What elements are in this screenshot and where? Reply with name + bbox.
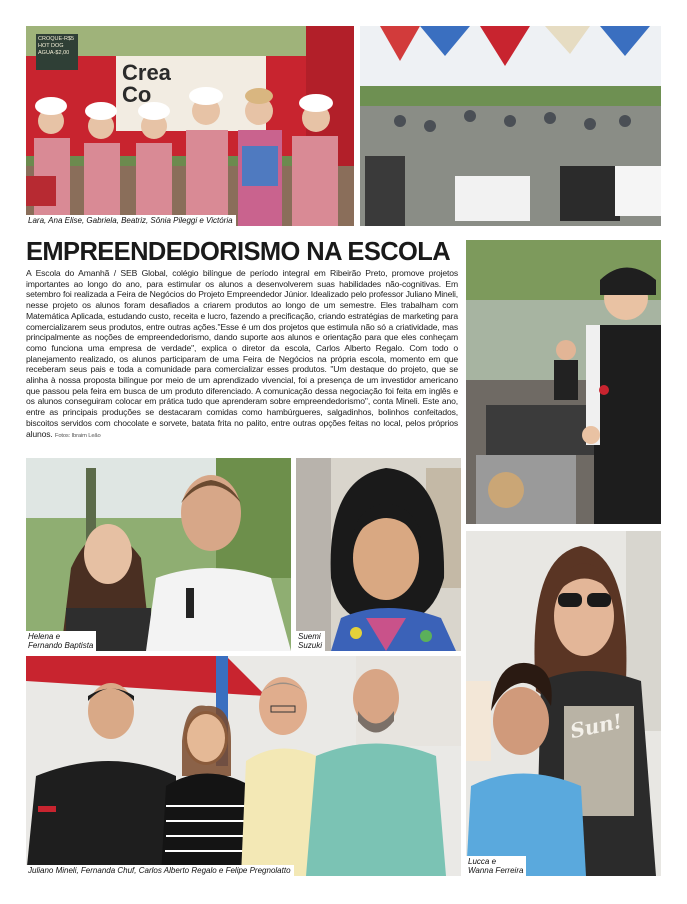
article-headline: EMPREENDEDORISMO NA ESCOLA (26, 238, 451, 266)
photo-group-four (26, 656, 461, 876)
article-body-text: A Escola do Amanhã / SEB Global, colégio bilíngue de período integral em Ribeirão Preto, promove projetos importantes ao longo do ano, para estimular os alunos a desenvolverem suas habilidades não-cognitivas. Em setembro foi realizada a Feira de Negócios do Projeto Empreendedor Júnior. Idealizado pelo professor Juliano Mineli, nesse projeto os alunos foram desafiados a criarem produtos ao longo de um semestre. Eles trabalham com Matemática Aplicada, estudando custo, receita e lucro, fazendo a precificação, criando estratégias de marketing para comercializarem seus produtos, entre outras ações."Esse é um dos projetos que estimula não só a criatividade, mas principalmente as noções de empreendedorismo, dando suporte aos alunos e orientação para que eles conheçam como funciona uma empresa de verdade", explica o diretor da escola, Carlos Alberto Regalo. Com todo o planejamento realizado, os alunos participaram de uma Feira de Negócios na própria escola, momento em que receberam seus pais e toda a comunidade para comercializar esses produtos. "Um destaque do projeto, que se alinha à nossa proposta bilíngue por meio de um aprendizado vivencial, foi a presença de um investidor americano que passou pela feira em busca de um produto diferenciado. A comunicação dessa negociação foi feita em inglês e os alunos conseguiram colocar em prática tudo que aprenderam sobre empreendedorismo", conta Mineli. Este ano, entre as principais produções se destacaram comidas como hambúrgueres, salgadinhos, bolinhos confeitados, biscoitos servidos com chocolate e sorvete, batata frita no palito, entre outras opções feitas no local, pelos próprios alunos. (26, 268, 458, 439)
photo-helena-fernando (26, 458, 291, 651)
menu-board-text: CROQUE-R$5 HOT DOG AGUA-$2,00 (38, 36, 75, 56)
photo-credit: Fotos: Ibraim Leão (54, 432, 101, 439)
photo-suemi (296, 458, 461, 651)
photo-student-cooking (466, 240, 661, 524)
photo-caption: Helena e Fernando Baptista (26, 631, 96, 651)
photo-students-stand (26, 26, 354, 226)
photo-caption: Lara, Ana Elise, Gabriela, Beatriz, Sônia Pileggi e Victória (26, 215, 236, 226)
photo-caption: Suemi Suzuki (296, 631, 325, 651)
sign-text: Crea Co (122, 60, 171, 107)
photo-fair-crowd (360, 26, 661, 226)
article-body (26, 268, 458, 441)
photo-lucca-wanna (466, 531, 661, 876)
photo-caption: Juliano Mineli, Fernanda Chuf, Carlos Alberto Regalo e Felipe Pregnolatto (26, 865, 294, 876)
photo-caption: Lucca e Wanna Ferreira (466, 856, 526, 876)
shirt-text: Sun! (568, 708, 625, 744)
